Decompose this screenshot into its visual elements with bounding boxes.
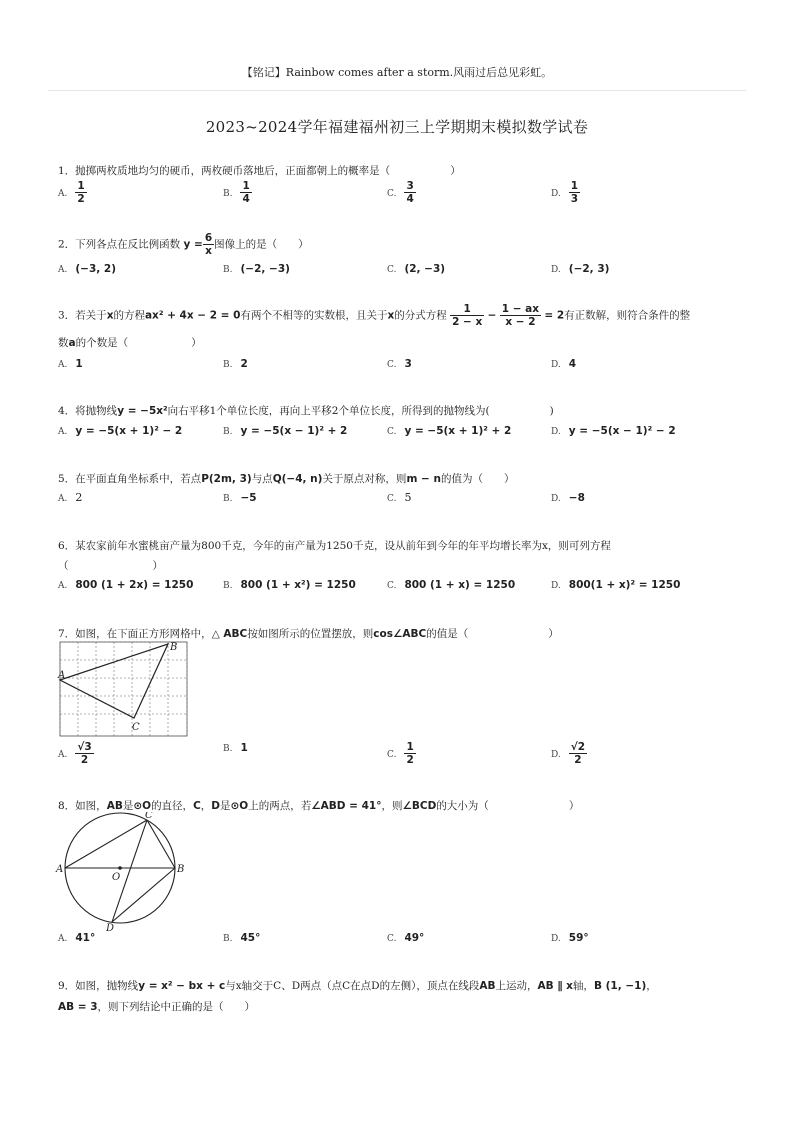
label-b: B (170, 642, 178, 653)
question-9: 9．如图，抛物线y = x² − bx + c与x轴交于C、D两点（点C在点D的左侧），顶点在线段AB上运动，AB ∥ x轴，B (1, −1)， (58, 980, 657, 992)
option-a[interactable]: A. 800 (1 + 2x) = 1250 (58, 579, 194, 591)
option-d[interactable]: D. 800(1 + x)² = 1250 (551, 579, 681, 591)
grid-border (60, 642, 187, 736)
question-3: 3．若关于x的方程ax² + 4x − 2 = 0有两个不相等的实数根，且关于x的分式方程 $\frac{1}{2 - x}$ − $\frac{1 - ax}{x - 2}$ = 2有正数解，则符合条件的整 (58, 303, 691, 328)
question-4: 4．将抛物线y = −5x²向右平移1个单位长度，再向上平移2个单位长度，所得到的抛物线为( ) (58, 405, 554, 417)
label-b: B (177, 864, 185, 875)
option-d[interactable]: D. 59° (551, 932, 589, 944)
option-c[interactable]: C. 49° (387, 932, 425, 944)
option-d[interactable]: D. 4 (551, 358, 577, 370)
option-b[interactable]: B. 1 (223, 742, 248, 754)
label-o: O (112, 872, 121, 883)
option-c[interactable]: C. 800 (1 + x) = 1250 (387, 579, 516, 591)
label-d: D (106, 923, 115, 932)
label-c: C (132, 722, 140, 733)
option-b[interactable]: B. 2 (223, 358, 248, 370)
question-9-line2: AB = 3，则下列结论中正确的是（ ） (58, 1001, 256, 1013)
option-b[interactable]: B. $\frac{1}{4}$ (223, 180, 250, 205)
divider (48, 90, 746, 91)
label-c: C (145, 812, 153, 821)
option-b[interactable]: B. −5 (223, 492, 257, 504)
option-a[interactable]: A. 41° (58, 932, 96, 944)
option-c[interactable]: C. (2, −3) (387, 263, 446, 275)
option-b[interactable]: B. y = −5(x − 1)² + 2 (223, 425, 348, 437)
option-d[interactable]: D. $\frac{1}{3}$ (551, 180, 579, 205)
question-6: 6．某农家前年水蜜桃亩产量为800千克，今年的亩产量为1250千克，设从前年到今年的年平均增长率为x，则可列方程 (58, 540, 611, 552)
option-a[interactable]: A. $\frac{√3}{2}$ (58, 741, 92, 766)
option-a[interactable]: A. $\frac{1}{2}$ (58, 180, 85, 205)
chord-ac (65, 820, 147, 868)
chord-cb (147, 820, 175, 868)
question-2: 2．下列各点在反比例函数 y = $\frac{6}{x}$ 图像上的是（ ） (58, 232, 309, 257)
option-d[interactable]: D. $\frac{√2}{2}$ (551, 741, 586, 766)
question-6-line2: （ ） (58, 560, 163, 572)
question-3-line2: 数a的个数是（ ） (58, 337, 202, 349)
option-c[interactable]: C. $\frac{1}{2}$ (387, 741, 414, 766)
option-a[interactable]: A. y = −5(x + 1)² − 2 (58, 425, 183, 437)
circle-figure (54, 812, 188, 932)
motto: 【铭记】Rainbow comes after a storm.风雨过后总见彩虹。 (241, 66, 553, 79)
option-b[interactable]: B. 800 (1 + x²) = 1250 (223, 579, 356, 591)
grid-triangle-figure (54, 638, 194, 740)
option-c[interactable]: C. $\frac{3}{4}$ (387, 180, 414, 205)
label-a: A (58, 670, 66, 681)
center-point (118, 866, 122, 870)
page-title: 2023~2024学年福建福州初三上学期期末模拟数学试卷 (205, 118, 589, 136)
question-8: 8．如图，AB是⊙O的直径，C，D是⊙O上的两点，若∠ABD = 41°，则∠BCD的大小为（ ） (58, 800, 580, 812)
option-a[interactable]: A. 1 (58, 358, 83, 370)
option-d[interactable]: D. y = −5(x − 1)² − 2 (551, 425, 676, 437)
option-d[interactable]: D. −8 (551, 492, 585, 504)
option-b[interactable]: B. (−2, −3) (223, 263, 290, 275)
option-c[interactable]: C. y = −5(x + 1)² + 2 (387, 425, 512, 437)
question-5: 5．在平面直角坐标系中，若点P(2m, 3)与点Q(−4, n)关于原点对称，则m − n的值为（ ） (58, 473, 515, 485)
option-c[interactable]: C. 3 (387, 358, 412, 370)
option-b[interactable]: B. 45° (223, 932, 261, 944)
question-1: 1．抛掷两枚质地均匀的硬币，两枚硬币落地后，正面都朝上的概率是（ ） (58, 165, 461, 177)
label-a: A (56, 864, 64, 875)
question-7: 7．如图，在下面正方形网格中，△ ABC按如图所示的位置摆放，则cos∠ABC的值是（ ） (58, 628, 559, 640)
option-a[interactable]: A. 2 (58, 491, 83, 504)
option-d[interactable]: D. (−2, 3) (551, 263, 610, 275)
option-c[interactable]: C. 5 (387, 491, 412, 504)
square-grid (60, 642, 187, 736)
option-a[interactable]: A. (−3, 2) (58, 263, 117, 275)
